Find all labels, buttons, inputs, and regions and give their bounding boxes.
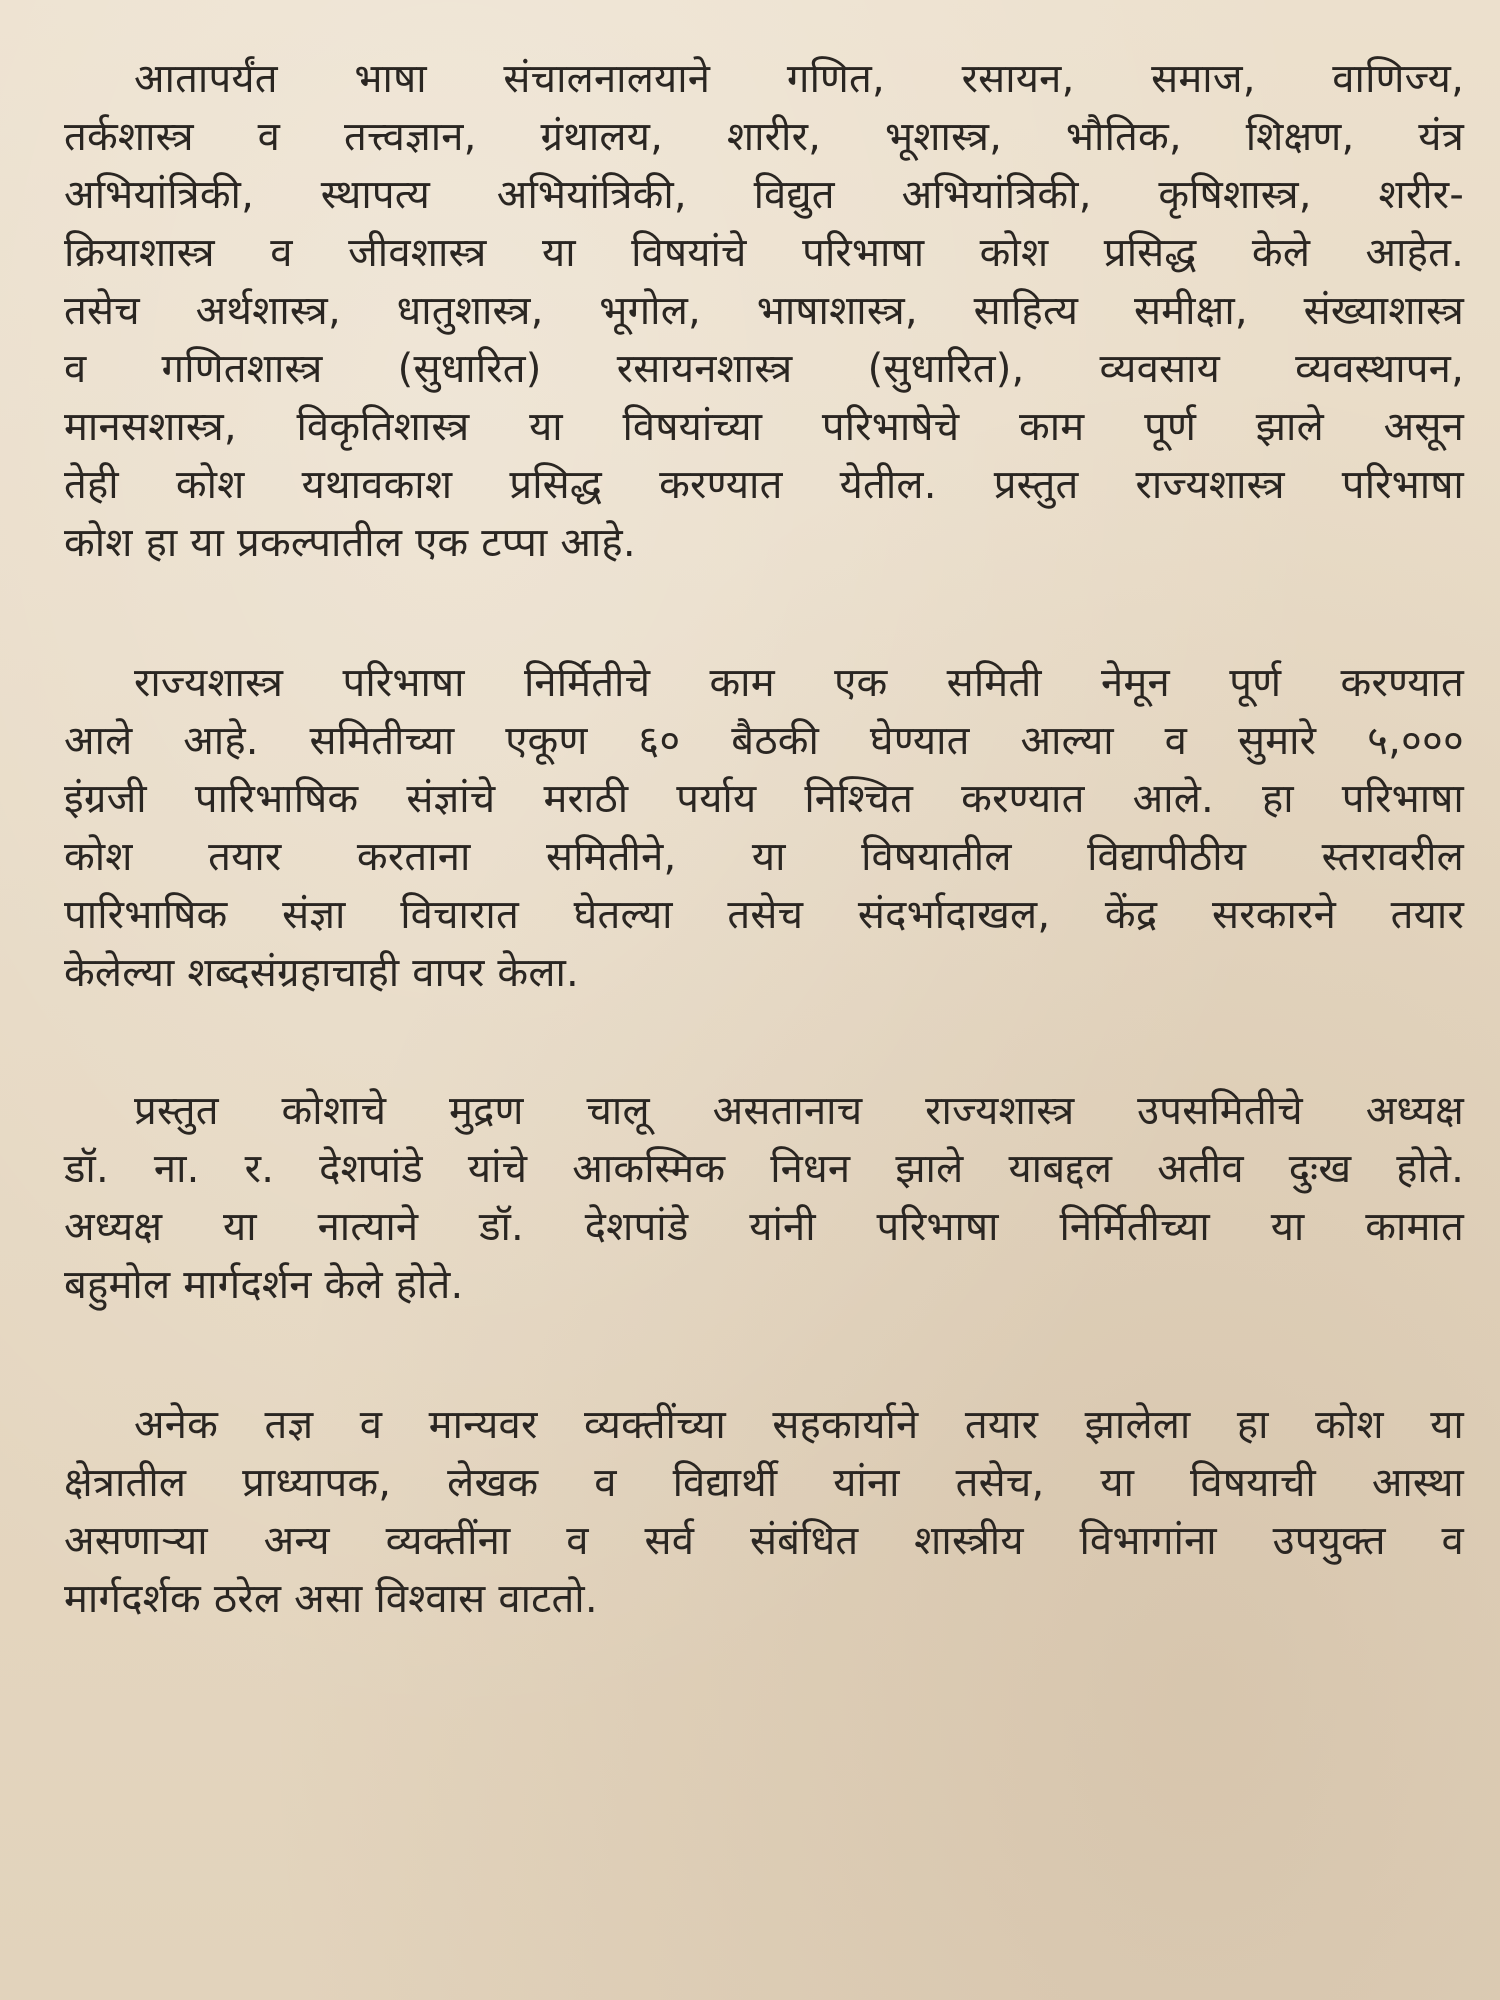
text-line: आले आहे. समितीच्या एकूण ६० बैठकी घेण्यात आल्या व सुमारे ५,००० bbox=[64, 718, 1464, 764]
text-line: मार्गदर्शक ठरेल असा विश्वास वाटतो. bbox=[64, 1576, 598, 1622]
text-line: तसेच अर्थशास्त्र, धातुशास्त्र, भूगोल, भाषाशास्त्र, साहित्य समीक्षा, संख्याशास्त्र bbox=[64, 288, 1464, 334]
paragraph-3 bbox=[64, 1082, 1464, 1314]
text-line: अनेक तज्ञ व मान्यवर व्यक्तींच्या सहकार्याने तयार झालेला हा कोश या bbox=[134, 1402, 1464, 1448]
text-line: डॉ. ना. र. देशपांडे यांचे आकस्मिक निधन झाले याबद्दल अतीव दुःख होते. bbox=[64, 1146, 1464, 1192]
text-line: कोश हा या प्रकल्पातील एक टप्पा आहे. bbox=[64, 520, 636, 566]
text-line: क्रियाशास्त्र व जीवशास्त्र या विषयांचे परिभाषा कोश प्रसिद्ध केले आहेत. bbox=[64, 230, 1464, 276]
text-line: इंग्रजी पारिभाषिक संज्ञांचे मराठी पर्याय निश्चित करण्यात आले. हा परिभाषा bbox=[64, 776, 1464, 822]
text-line: असणाऱ्या अन्य व्यक्तींना व सर्व संबंधित शास्त्रीय विभागांना उपयुक्त व bbox=[64, 1518, 1464, 1564]
text-line: बहुमोल मार्गदर्शन केले होते. bbox=[64, 1262, 464, 1308]
text-line: क्षेत्रातील प्राध्यापक, लेखक व विद्यार्थी यांना तसेच, या विषयाची आस्था bbox=[64, 1460, 1464, 1506]
paragraph-2 bbox=[64, 654, 1464, 1002]
text-line: प्रस्तुत कोशाचे मुद्रण चालू असतानाच राज्यशास्त्र उपसमितीचे अध्यक्ष bbox=[134, 1088, 1464, 1134]
text-line: मानसशास्त्र, विकृतिशास्त्र या विषयांच्या परिभाषेचे काम पूर्ण झाले असून bbox=[64, 404, 1464, 450]
text-line: तेही कोश यथावकाश प्रसिद्ध करण्यात येतील. प्रस्तुत राज्यशास्त्र परिभाषा bbox=[64, 462, 1464, 508]
paragraph-4 bbox=[64, 1396, 1464, 1628]
text-line: राज्यशास्त्र परिभाषा निर्मितीचे काम एक समिती नेमून पूर्ण करण्यात bbox=[134, 660, 1464, 706]
text-line: अभियांत्रिकी, स्थापत्य अभियांत्रिकी, विद्युत अभियांत्रिकी, कृषिशास्त्र, शरीर- bbox=[64, 172, 1464, 218]
text-line: कोश तयार करताना समितीने, या विषयातील विद्यापीठीय स्तरावरील bbox=[64, 834, 1464, 880]
text-line: पारिभाषिक संज्ञा विचारात घेतल्या तसेच संदर्भादाखल, केंद्र सरकारने तयार bbox=[64, 892, 1464, 938]
paragraph-1 bbox=[64, 50, 1464, 572]
text-line: तर्कशास्त्र व तत्त्वज्ञान, ग्रंथालय, शारीर, भूशास्त्र, भौतिक, शिक्षण, यंत्र bbox=[64, 114, 1464, 160]
text-line: अध्यक्ष या नात्याने डॉ. देशपांडे यांनी परिभाषा निर्मितीच्या या कामात bbox=[64, 1204, 1464, 1250]
body-text bbox=[64, 50, 1464, 1628]
text-line: आतापर्यंत भाषा संचालनालयाने गणित, रसायन, समाज, वाणिज्य, bbox=[134, 56, 1464, 102]
text-line: व गणितशास्त्र (सुधारित) रसायनशास्त्र (सुधारित), व्यवसाय व्यवस्थापन, bbox=[64, 346, 1464, 392]
text-line: केलेल्या शब्दसंग्रहाचाही वापर केला. bbox=[64, 950, 579, 996]
